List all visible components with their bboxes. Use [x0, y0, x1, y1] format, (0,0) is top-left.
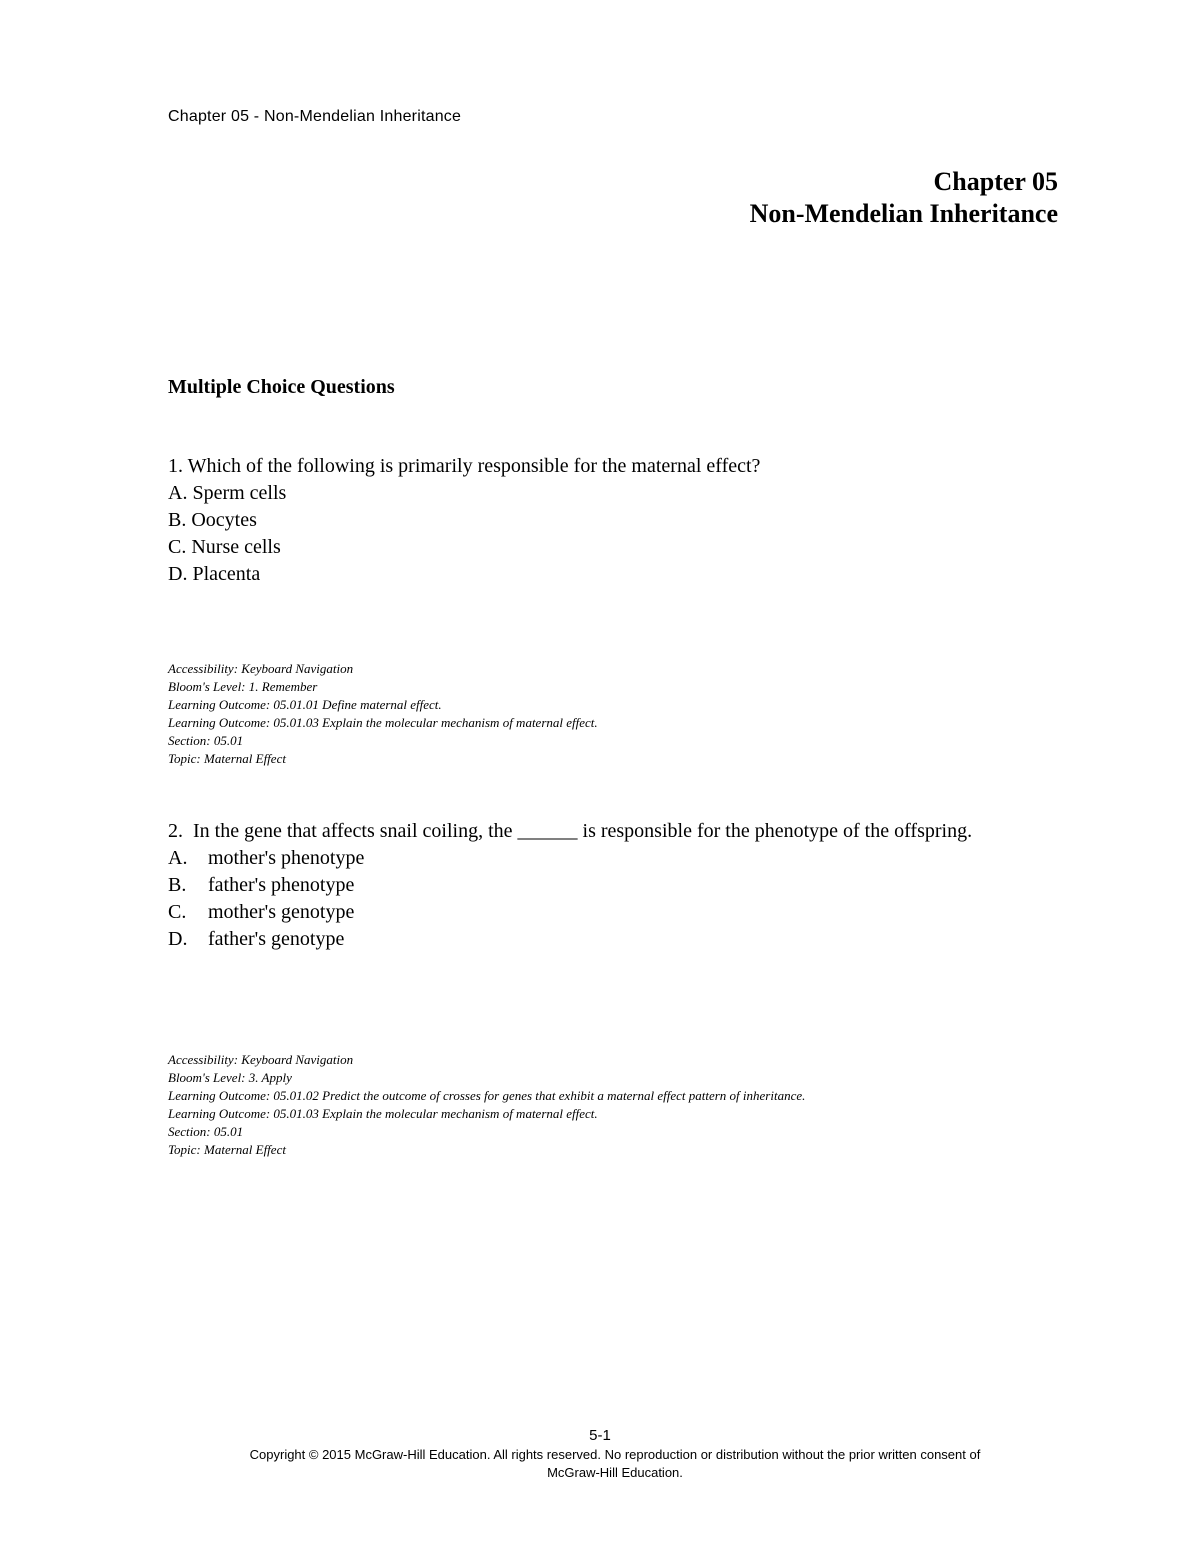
meta-section: Section: 05.01	[168, 1124, 244, 1139]
option-text: Placenta	[192, 563, 261, 585]
meta-topic: Topic: Maternal Effect	[168, 1142, 286, 1157]
meta-learning-outcome: Learning Outcome: 05.01.01 Define maternal effect.	[168, 697, 442, 712]
section-heading: Multiple Choice Questions	[168, 376, 395, 398]
question-text: 1. Which of the following is primarily responsible for the maternal effect?	[168, 455, 761, 477]
answer-option-b	[168, 507, 1048, 534]
answer-option-c	[168, 899, 1048, 926]
meta-learning-outcome: Learning Outcome: 05.01.03 Explain the molecular mechanism of maternal effect.	[168, 715, 598, 730]
option-letter: D.	[168, 928, 188, 950]
copyright-line: Copyright © 2015 McGraw-Hill Education. All rights reserved. No reproduction or distribution without the prior written consent of	[249, 1447, 981, 1462]
copyright-line: McGraw-Hill Education.	[547, 1465, 683, 1480]
answer-options	[168, 845, 1048, 953]
meta-learning-outcome: Learning Outcome: 05.01.03 Explain the molecular mechanism of maternal effect.	[168, 1106, 598, 1121]
meta-accessibility: Accessibility: Keyboard Navigation	[168, 1052, 354, 1067]
option-letter: C.	[168, 901, 187, 923]
answer-options	[168, 480, 1048, 588]
question-2-metadata	[168, 1051, 805, 1159]
copyright-notice	[190, 1446, 1040, 1482]
answer-option-b	[168, 872, 1048, 899]
chapter-number: Chapter 05	[933, 167, 1058, 196]
question-1	[168, 453, 1048, 588]
option-letter: D.	[168, 563, 188, 585]
chapter-name: Non-Mendelian Inheritance	[749, 199, 1058, 228]
answer-option-a	[168, 480, 1048, 507]
meta-accessibility: Accessibility: Keyboard Navigation	[168, 661, 354, 676]
meta-learning-outcome: Learning Outcome: 05.01.02 Predict the outcome of crosses for genes that exhibit a maternal effect pattern of inheritance.	[168, 1088, 806, 1103]
running-header: Chapter 05 - Non-Mendelian Inheritance	[168, 108, 462, 125]
question-2	[168, 818, 1048, 953]
answer-option-c	[168, 534, 1048, 561]
chapter-title	[750, 166, 1058, 230]
option-text: mother's phenotype	[208, 847, 365, 869]
answer-option-d	[168, 926, 1048, 953]
option-letter: A.	[168, 482, 188, 504]
option-letter: B.	[168, 509, 187, 531]
option-text: mother's genotype	[208, 901, 355, 923]
page-number: 5-1	[589, 1427, 611, 1444]
option-text: father's phenotype	[208, 874, 355, 896]
option-text: Oocytes	[191, 509, 257, 531]
meta-blooms-level: Bloom's Level: 1. Remember	[168, 679, 318, 694]
question-text: 2. In the gene that affects snail coiling, the ______ is responsible for the phenotype of the offspring.	[168, 820, 973, 842]
option-letter: A.	[168, 847, 188, 869]
option-text: father's genotype	[208, 928, 345, 950]
option-text: Sperm cells	[192, 482, 287, 504]
meta-section: Section: 05.01	[168, 733, 244, 748]
meta-topic: Topic: Maternal Effect	[168, 751, 286, 766]
answer-option-d	[168, 561, 1048, 588]
option-text: Nurse cells	[191, 536, 281, 558]
question-1-metadata	[168, 660, 598, 768]
answer-option-a	[168, 845, 1048, 872]
option-letter: C.	[168, 536, 187, 558]
meta-blooms-level: Bloom's Level: 3. Apply	[168, 1070, 292, 1085]
option-letter: B.	[168, 874, 187, 896]
